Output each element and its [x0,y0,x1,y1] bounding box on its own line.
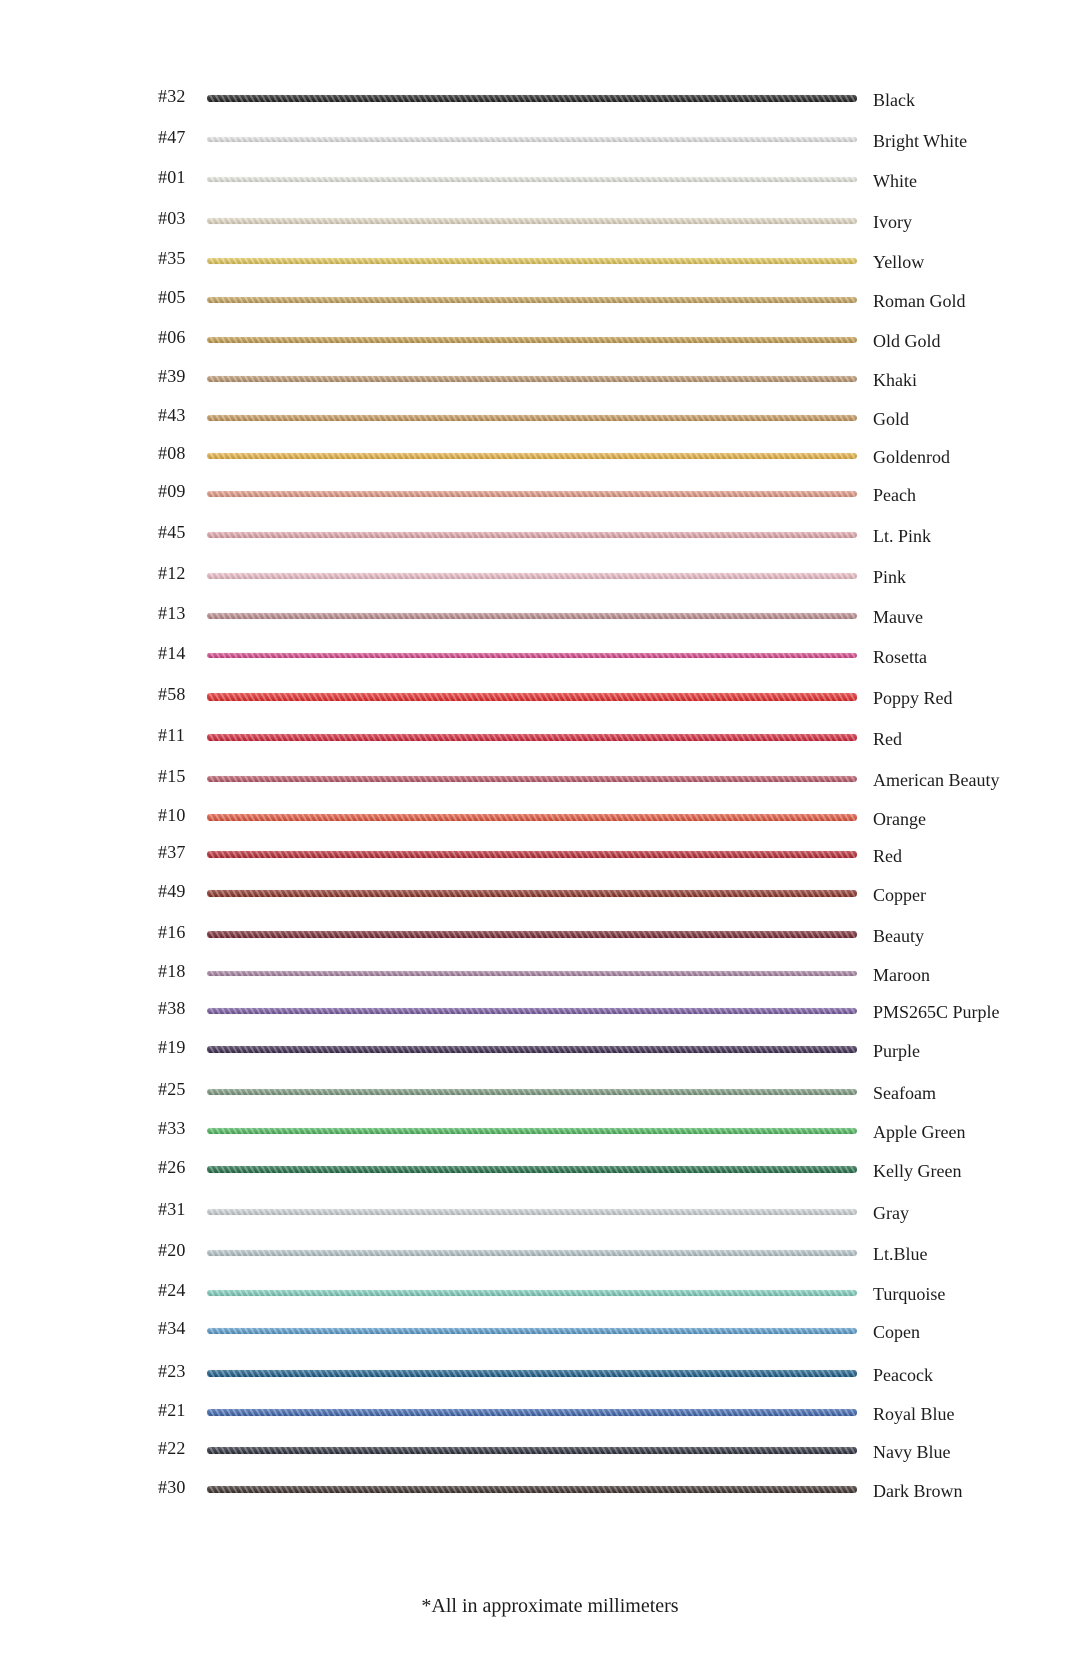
color-row [0,1199,1075,1225]
color-code: #39 [158,366,186,386]
cord-swatch [207,1328,857,1334]
cord-swatch [207,297,857,303]
color-row [0,287,1075,313]
color-code: #13 [158,603,186,623]
color-name: Gray [873,1203,909,1223]
cord-swatch [207,218,857,224]
color-code: #21 [158,1400,186,1420]
color-name: Roman Gold [873,291,966,311]
color-code: #25 [158,1079,186,1099]
color-code: #15 [158,766,186,786]
color-code: #03 [158,208,186,228]
color-name: Copper [873,885,926,905]
color-row [0,881,1075,907]
color-row [0,643,1075,669]
color-name: Yellow [873,252,925,272]
color-code: #24 [158,1280,186,1300]
footnote: *All in approximate millimeters [421,1595,679,1617]
color-name: Maroon [873,965,930,985]
cord-swatch [207,734,857,741]
cord-swatch [207,693,857,701]
color-row [0,327,1075,353]
color-row [0,998,1075,1024]
color-row [0,842,1075,868]
color-row [0,725,1075,751]
color-row [0,443,1075,469]
color-name: Ivory [873,212,912,232]
cord-swatch [207,653,857,658]
color-code: #11 [158,725,185,745]
color-name: Khaki [873,370,917,390]
color-name: Lt. Pink [873,526,932,546]
cord-swatch [207,1290,857,1296]
color-row [0,1037,1075,1063]
color-row [0,684,1075,710]
color-name: Red [873,846,902,866]
color-name: Royal Blue [873,1404,955,1424]
color-code: #16 [158,922,186,942]
color-code: #35 [158,248,186,268]
color-code: #12 [158,563,186,583]
color-code: #49 [158,881,186,901]
color-code: #26 [158,1157,186,1177]
color-row [0,248,1075,274]
color-name: Mauve [873,607,923,627]
cord-swatch [207,532,857,538]
cord-swatch [207,1250,857,1256]
color-name: Pink [873,567,907,587]
color-code: #43 [158,405,186,425]
color-row [0,1361,1075,1387]
color-code: #38 [158,998,186,1018]
color-row [0,1079,1075,1105]
cord-swatch [207,1409,857,1416]
cord-swatch [207,453,857,459]
color-code: #33 [158,1118,186,1138]
cord-swatch [207,177,857,182]
color-name: Seafoam [873,1083,936,1103]
color-row [0,86,1075,112]
color-code: #34 [158,1318,186,1338]
cord-swatch [207,776,857,782]
color-name: American Beauty [873,770,1000,790]
color-row [0,405,1075,431]
color-code: #31 [158,1199,186,1219]
cord-swatch [207,573,857,579]
color-row [0,563,1075,589]
cord-swatch [207,1046,857,1053]
color-name: Gold [873,409,909,429]
color-name: Peach [873,485,916,505]
cord-swatch [207,890,857,897]
cord-swatch [207,491,857,497]
color-row [0,208,1075,234]
color-code: #09 [158,481,186,501]
cord-swatch [207,931,857,938]
color-name: Purple [873,1041,920,1061]
color-row [0,167,1075,193]
cord-swatch [207,415,857,421]
color-code: #58 [158,684,186,704]
color-code: #08 [158,443,186,463]
color-code: #01 [158,167,186,187]
cord-swatch [207,1209,857,1215]
color-row [0,1438,1075,1464]
color-name: Red [873,729,902,749]
color-code: #32 [158,86,186,106]
color-row [0,1118,1075,1144]
color-name: Kelly Green [873,1161,962,1181]
cord-swatch [207,258,857,264]
cord-swatch [207,137,857,142]
color-code: #05 [158,287,186,307]
color-name: Peacock [873,1365,933,1385]
color-name: Apple Green [873,1122,966,1142]
color-row [0,522,1075,548]
color-name: Orange [873,809,926,829]
color-code: #30 [158,1477,186,1497]
color-name: Old Gold [873,331,941,351]
color-name: Copen [873,1322,920,1342]
color-code: #37 [158,842,186,862]
color-row [0,805,1075,831]
cord-swatch [207,1008,857,1014]
color-row [0,366,1075,392]
cord-swatch [207,1447,857,1454]
color-code: #23 [158,1361,186,1381]
color-row [0,961,1075,987]
cord-swatch [207,1486,857,1493]
color-name: Lt.Blue [873,1244,928,1264]
color-name: White [873,171,917,191]
color-name: PMS265C Purple [873,1002,1000,1022]
color-row [0,1318,1075,1344]
color-row [0,481,1075,507]
color-code: #06 [158,327,186,347]
color-row [0,127,1075,153]
color-row [0,1157,1075,1183]
color-code: #45 [158,522,186,542]
color-row [0,1477,1075,1503]
color-name: Rosetta [873,647,927,667]
color-row [0,1400,1075,1426]
color-code: #20 [158,1240,186,1260]
color-row [0,766,1075,792]
cord-swatch [207,971,857,976]
cord-swatch [207,1089,857,1095]
color-code: #22 [158,1438,186,1458]
color-name: Black [873,90,915,110]
color-code: #10 [158,805,186,825]
cord-swatch [207,851,857,858]
color-code: #47 [158,127,186,147]
cord-swatch [207,613,857,619]
cord-swatch [207,337,857,343]
color-code: #18 [158,961,186,981]
color-code: #19 [158,1037,186,1057]
color-name: Bright White [873,131,968,151]
color-row [0,603,1075,629]
color-name: Goldenrod [873,447,950,467]
cord-swatch [207,1166,857,1173]
color-name: Poppy Red [873,688,953,708]
color-row [0,922,1075,948]
cord-swatch [207,376,857,382]
cord-swatch [207,1128,857,1134]
color-row [0,1280,1075,1306]
cord-swatch [207,95,857,102]
color-name: Beauty [873,926,924,946]
color-row [0,1240,1075,1266]
cord-swatch [207,814,857,821]
color-code: #14 [158,643,186,663]
color-name: Navy Blue [873,1442,951,1462]
cord-swatch [207,1370,857,1377]
color-name: Turquoise [873,1284,946,1304]
color-name: Dark Brown [873,1481,963,1501]
